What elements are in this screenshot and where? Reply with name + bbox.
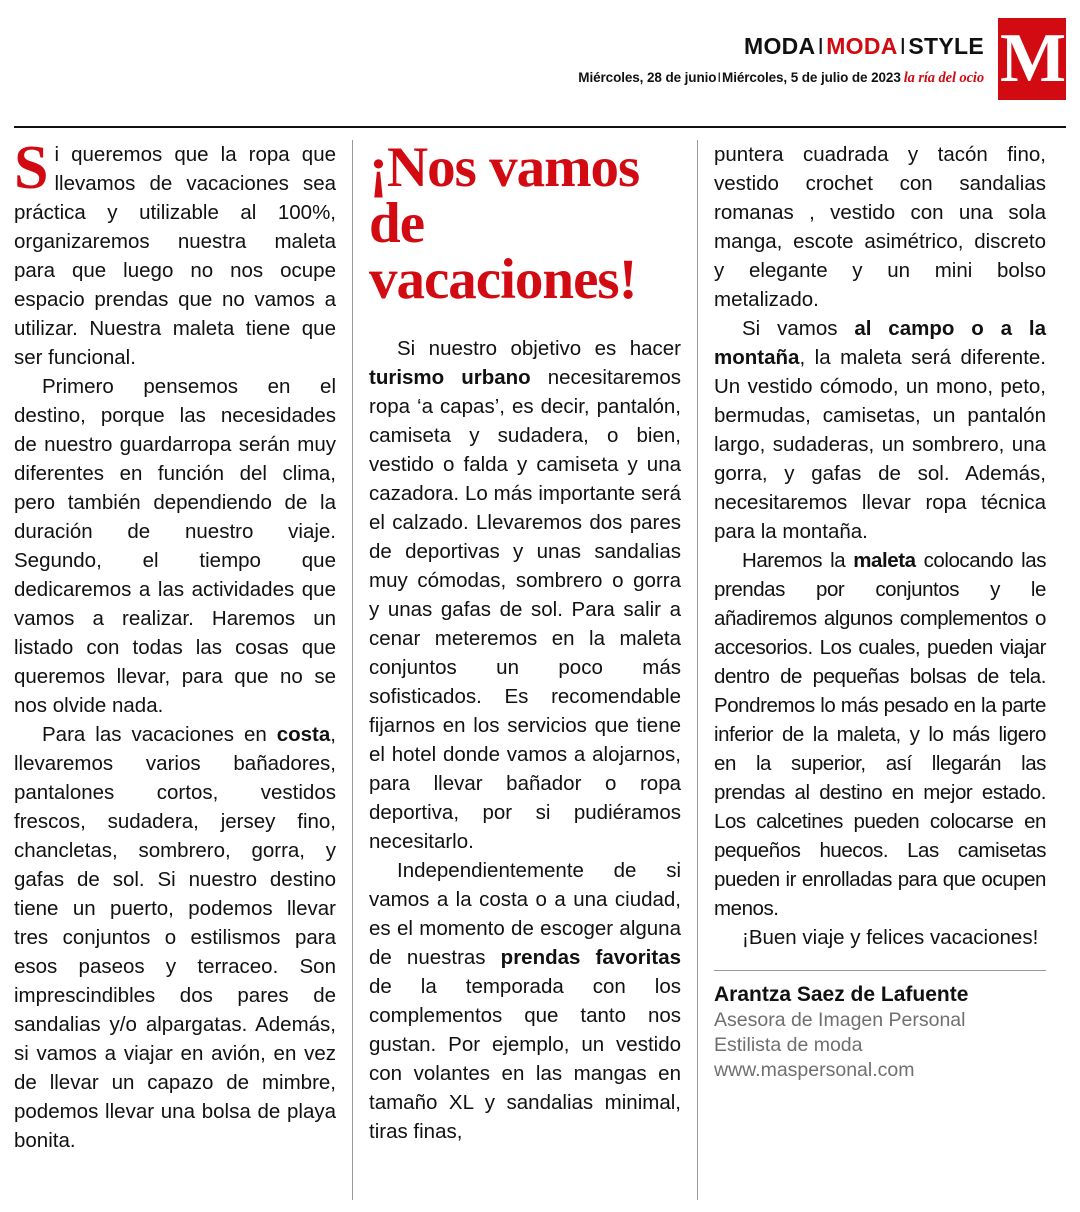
col2-p2-bold: prendas favoritas: [500, 946, 681, 969]
col3-p2-text-1: Si vamos: [742, 317, 855, 340]
col2-p2-text-2: de la temporada con los complementos que tanto nos gustan. Por ejemplo, un vestido con volantes en las mangas en tamaño XL y sandalias minimal, tiras finas,: [369, 975, 681, 1143]
dateline-left: Miércoles, 28 de junio: [578, 70, 717, 86]
col3-paragraph-3: [714, 546, 1046, 923]
masthead-text-block: [578, 34, 998, 87]
col1-paragraph-3: [14, 720, 336, 1155]
col3-paragraph-1: puntera cuadrada y tacón fino, vestido crochet con sandalias romanas , vestido con una sola manga, escote asimétrico, discreto y elegante y un mini bolso metalizado.: [714, 143, 1046, 311]
dateline-separator: I: [717, 70, 722, 86]
col3-p2-bold: al campo o a la montaña: [714, 317, 1046, 369]
col2-paragraph-2: [369, 856, 681, 1146]
column-two: [352, 136, 698, 1200]
byline-role-line-2: Estilista de moda: [714, 1034, 863, 1056]
column-three: [698, 140, 1046, 1200]
masthead: [14, 0, 1066, 118]
kicker-moda-1: MODA: [744, 33, 816, 59]
byline-website[interactable]: www.maspersonal.com: [714, 1059, 915, 1081]
dateline: [578, 70, 984, 87]
section-kicker: [578, 34, 984, 59]
col3-p3-text-1: Haremos la: [742, 549, 854, 572]
col1-paragraph-2: Primero pensemos en el destino, porque las necesidades de nuestro guardarropa serán muy diferentes en función del clima, pero también dependiendo de la duración de nuestro viaje. Segundo, el tiempo que dedicaremos a las actividades que vamos a realizar. Haremos un listado con todas las cosas que queremos llevar, para que no se nos olvide nada.: [14, 375, 336, 717]
col3-p3-bold: maleta: [853, 549, 916, 572]
col1-paragraph-1: Si queremos que la ropa que llevamos de vacaciones sea práctica y utilizable al 100%, organizaremos nuestra maleta para que luego no nos ocupe espacio prendas que no vamos a utilizar. Nuestra maleta tiene que ser funcional.: [14, 134, 336, 369]
col1-p3-text-2: , llevaremos varios bañadores, pantalones cortos, vestidos frescos, sudadera, jersey fino, chancletas, sombrero, gorra, y gafas de sol. Si nuestro destino tiene un puerto, podemos llevar tres conjuntos o estilismos para esos paseos y terraceo. Son imprescindibles dos pares de sandalias y/o alpargatas. Además, si vamos a viajar en avión, en vez de llevar un capazo de mimbre, podemos llevar una bolsa de playa bonita.: [14, 723, 336, 1152]
kicker-style: STYLE: [908, 33, 984, 59]
kicker-separator-2: I: [899, 33, 907, 59]
byline-author-name: Arantza Saez de Lafuente: [714, 983, 969, 1006]
article-headline: ¡Nos vamos de vacaciones!: [369, 136, 640, 311]
col1-p3-bold: costa: [276, 723, 331, 746]
dateline-right: Miércoles, 5 de julio de 2023: [722, 70, 901, 86]
col3-paragraph-2: [714, 314, 1046, 546]
logo-letter: M: [999, 20, 1065, 97]
col2-p1-text-1: Si nuestro objetivo es hacer: [397, 337, 681, 360]
kicker-moda-2: MODA: [826, 33, 898, 59]
byline-divider: [714, 970, 1046, 971]
col2-p1-bold: turismo urbano: [369, 366, 531, 389]
supplement-name: la ría del ocio: [903, 70, 984, 87]
kicker-separator-1: I: [817, 33, 825, 59]
col2-paragraph-1: [369, 334, 681, 856]
col2-p2-text-1: Independientemente de si vamos a la costa o a una ciudad, es el momento de escoger alguna de nuestras: [369, 859, 681, 969]
col2-p1-text-2: necesitaremos ropa ‘a capas’, es decir, pantalón, camiseta y sudadera, o bien, vestido o falda y camiseta y una cazadora. Lo más importante será el calzado. Llevaremos dos pares de deportivas y unas sandalias muy cómodas, sombrero o gorra y unas gafas de sol. Para salir a cenar meteremos en la maleta conjuntos un poco más sofisticados. Es recomendable fijarnos en los servicios que tiene el hotel donde vamos a alojarnos, para llevar bañador o ropa deportiva, por si pudiéramos necesitarlo.: [369, 366, 681, 853]
publication-logo: [998, 18, 1066, 100]
header-divider: [14, 126, 1066, 128]
column-one: [14, 134, 352, 1200]
article-columns: [14, 134, 1066, 1200]
col3-paragraph-4: ¡Buen viaje y felices vacaciones!: [742, 926, 1039, 949]
byline-role-line-1: Asesora de Imagen Personal: [714, 1009, 966, 1031]
col1-p3-text-1: Para las vacaciones en: [42, 723, 277, 746]
col3-p3-text-2: colocando las prendas por conjuntos y le añadiremos algunos complementos o accesorios. Los cuales, pueden viajar dentro de pequeñas bolsas de tela. Pondremos lo más pesado en la parte inferior de la maleta, y lo más ligero en la superior, así llegarán las prendas al destino en mejor estado. Los calcetines pueden colocarse en pequeños huecos. Las camisetas pueden ir enrolladas para que ocupen menos.: [714, 549, 1046, 920]
col3-p2-text-2: , la maleta será diferente. Un vestido cómodo, un mono, peto, bermudas, camisetas, un pantalón largo, sudaderas, un sombrero, una gorra, y gafas de sol. Además, necesitaremos llevar ropa técnica para la montaña.: [714, 346, 1046, 543]
